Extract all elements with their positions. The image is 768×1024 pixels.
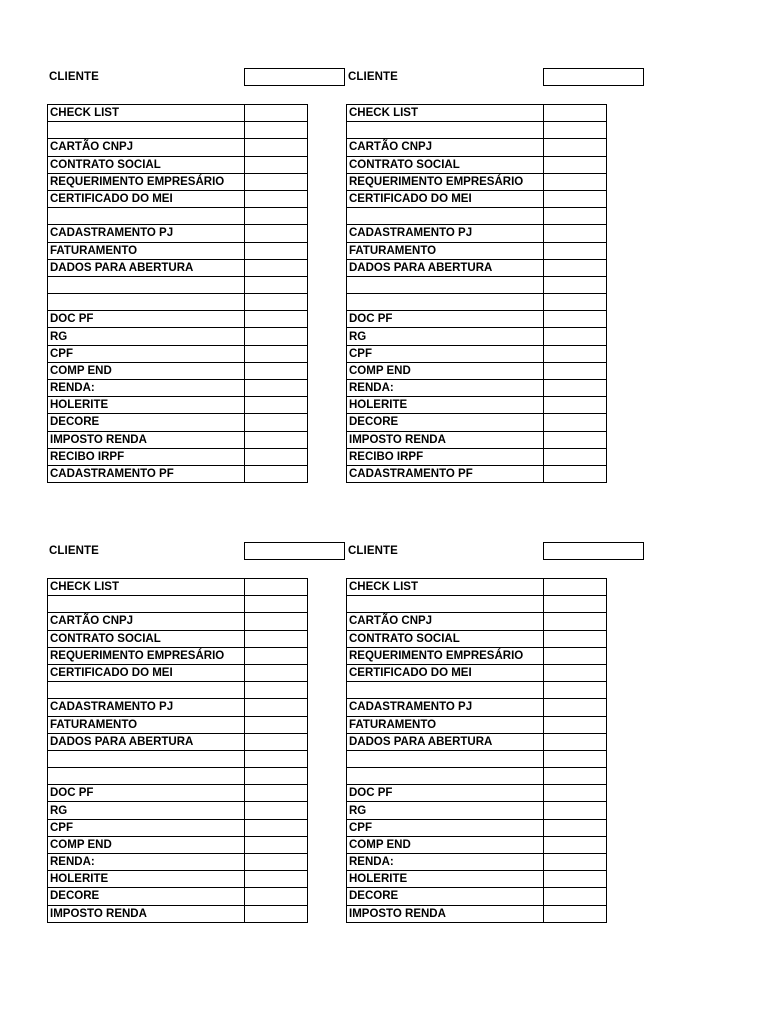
client-label: CLIENTE — [49, 71, 99, 83]
checklist-item-label: COMP END — [48, 362, 245, 379]
checklist-item-label — [347, 276, 544, 293]
checklist-item-label — [347, 768, 544, 785]
checklist-item-label: FATURAMENTO — [347, 242, 544, 259]
checklist-table — [346, 578, 607, 923]
checklist-item-label: IMPOSTO RENDA — [48, 905, 245, 922]
checklist-item-label — [48, 294, 245, 311]
checklist-row — [48, 225, 308, 242]
checklist-check-cell[interactable] — [245, 328, 308, 345]
checklist-row — [347, 699, 607, 716]
checklist-row — [347, 431, 607, 448]
checklist-item-label: IMPOSTO RENDA — [347, 431, 544, 448]
checklist-row — [48, 647, 308, 664]
checklist-item-label: CPF — [347, 819, 544, 836]
checklist-row — [347, 613, 607, 630]
checklist-check-cell[interactable] — [245, 431, 308, 448]
checklist-row — [48, 836, 308, 853]
checklist-check-cell[interactable] — [544, 345, 607, 362]
checklist-check-cell[interactable] — [245, 768, 308, 785]
checklist-row — [347, 173, 607, 190]
checklist-check-cell[interactable] — [245, 871, 308, 888]
checklist-row — [347, 579, 607, 596]
checklist-check-cell[interactable] — [544, 208, 607, 225]
checklist-check-cell[interactable] — [544, 448, 607, 465]
checklist-row — [48, 699, 308, 716]
checklist-row — [347, 664, 607, 681]
checklist-item-label: DECORE — [48, 888, 245, 905]
checklist-item-label: IMPOSTO RENDA — [347, 905, 544, 922]
checklist-item-label: CHECK LIST — [48, 105, 245, 122]
client-name-field[interactable] — [244, 68, 345, 86]
checklist-item-label — [347, 750, 544, 767]
checklist-row — [347, 414, 607, 431]
checklist-row — [48, 380, 308, 397]
checklist-check-cell[interactable] — [544, 414, 607, 431]
checklist-item-label: DOC PF — [347, 311, 544, 328]
checklist-item-label: DOC PF — [48, 311, 245, 328]
checklist-item-label — [347, 682, 544, 699]
checklist-check-cell[interactable] — [544, 647, 607, 664]
checklist-check-cell[interactable] — [245, 190, 308, 207]
checklist-item-label: FATURAMENTO — [48, 242, 245, 259]
checklist-check-cell[interactable] — [245, 750, 308, 767]
checklist-check-cell[interactable] — [544, 596, 607, 613]
checklist-item-label: RENDA: — [48, 854, 245, 871]
checklist-item-label: CARTÃO CNPJ — [347, 139, 544, 156]
checklist-item-label: CERTIFICADO DO MEI — [347, 190, 544, 207]
checklist-row — [48, 294, 308, 311]
checklist-item-label: CONTRATO SOCIAL — [347, 630, 544, 647]
checklist-row — [347, 380, 607, 397]
checklist-item-label: DECORE — [347, 414, 544, 431]
checklist-row — [48, 431, 308, 448]
checklist-item-label: CPF — [48, 819, 245, 836]
checklist-item-label: CADASTRAMENTO PF — [48, 465, 245, 482]
checklist-item-label: HOLERITE — [347, 871, 544, 888]
checklist-item-label: CPF — [347, 345, 544, 362]
checklist-check-cell[interactable] — [544, 225, 607, 242]
checklist-item-label: FATURAMENTO — [347, 716, 544, 733]
checklist-row — [48, 465, 308, 482]
checklist-row — [48, 750, 308, 767]
checklist-item-label: REQUERIMENTO EMPRESÁRIO — [48, 647, 245, 664]
checklist-check-cell[interactable] — [245, 596, 308, 613]
checklist-check-cell[interactable] — [544, 802, 607, 819]
checklist-row — [347, 328, 607, 345]
checklist-item-label — [48, 596, 245, 613]
checklist-row — [48, 888, 308, 905]
checklist-check-cell[interactable] — [245, 733, 308, 750]
checklist-row — [347, 905, 607, 922]
checklist-check-cell[interactable] — [245, 664, 308, 681]
checklist-check-cell[interactable] — [245, 836, 308, 853]
checklist-check-cell[interactable] — [245, 414, 308, 431]
checklist-item-label — [347, 596, 544, 613]
checklist-check-cell[interactable] — [245, 465, 308, 482]
checklist-item-label: CERTIFICADO DO MEI — [48, 190, 245, 207]
client-label: CLIENTE — [348, 545, 398, 557]
checklist-row — [48, 768, 308, 785]
checklist-item-label: REQUERIMENTO EMPRESÁRIO — [48, 173, 245, 190]
checklist-row — [48, 139, 308, 156]
checklist-check-cell[interactable] — [245, 854, 308, 871]
checklist-item-label — [48, 682, 245, 699]
checklist-row — [48, 854, 308, 871]
checklist-row — [48, 630, 308, 647]
checklist-check-cell[interactable] — [544, 836, 607, 853]
checklist-check-cell[interactable] — [544, 328, 607, 345]
checklist-row — [347, 156, 607, 173]
checklist-item-label: DECORE — [347, 888, 544, 905]
checklist-item-label: CHECK LIST — [48, 579, 245, 596]
checklist-item-label: RG — [48, 328, 245, 345]
checklist-row — [347, 465, 607, 482]
checklist-item-label — [347, 122, 544, 139]
checklist-row — [347, 802, 607, 819]
client-name-field[interactable] — [543, 68, 644, 86]
checklist-item-label — [347, 294, 544, 311]
checklist-row — [347, 345, 607, 362]
checklist-item-label: FATURAMENTO — [48, 716, 245, 733]
checklist-check-cell[interactable] — [544, 294, 607, 311]
checklist-check-cell[interactable] — [245, 242, 308, 259]
checklist-item-label: CADASTRAMENTO PF — [347, 465, 544, 482]
checklist-row — [48, 122, 308, 139]
checklist-row — [347, 190, 607, 207]
checklist-item-label: RG — [347, 328, 544, 345]
checklist-item-label: CADASTRAMENTO PJ — [48, 699, 245, 716]
checklist-row — [48, 682, 308, 699]
checklist-row — [347, 294, 607, 311]
checklist-item-label: DOC PF — [48, 785, 245, 802]
checklist-item-label: COMP END — [48, 836, 245, 853]
checklist-row — [347, 768, 607, 785]
checklist-item-label: CONTRATO SOCIAL — [347, 156, 544, 173]
checklist-check-cell[interactable] — [544, 716, 607, 733]
checklist-check-cell[interactable] — [245, 345, 308, 362]
checklist-item-label — [48, 768, 245, 785]
checklist-table — [47, 104, 308, 483]
checklist-row — [347, 397, 607, 414]
client-label: CLIENTE — [348, 71, 398, 83]
checklist-item-label: DADOS PARA ABERTURA — [347, 259, 544, 276]
checklist-check-cell[interactable] — [245, 139, 308, 156]
checklist-check-cell[interactable] — [245, 785, 308, 802]
checklist-check-cell[interactable] — [245, 888, 308, 905]
checklist-row — [48, 414, 308, 431]
checklist-check-cell[interactable] — [544, 854, 607, 871]
checklist-item-label: CERTIFICADO DO MEI — [347, 664, 544, 681]
checklist-check-cell[interactable] — [544, 630, 607, 647]
checklist-row — [347, 785, 607, 802]
checklist-item-label: DADOS PARA ABERTURA — [48, 259, 245, 276]
checklist-check-cell[interactable] — [544, 888, 607, 905]
checklist-check-cell[interactable] — [245, 276, 308, 293]
checklist-item-label: CARTÃO CNPJ — [347, 613, 544, 630]
checklist-check-cell[interactable] — [245, 105, 308, 122]
checklist-row — [48, 242, 308, 259]
checklist-check-cell[interactable] — [544, 242, 607, 259]
checklist-item-label: RG — [48, 802, 245, 819]
checklist-row — [347, 871, 607, 888]
checklist-check-cell[interactable] — [245, 122, 308, 139]
checklist-check-cell[interactable] — [245, 294, 308, 311]
checklist-check-cell[interactable] — [544, 785, 607, 802]
checklist-row — [48, 276, 308, 293]
checklist-row — [347, 682, 607, 699]
checklist-row — [347, 647, 607, 664]
checklist-check-cell[interactable] — [544, 397, 607, 414]
checklist-check-cell[interactable] — [544, 750, 607, 767]
checklist-check-cell[interactable] — [245, 613, 308, 630]
checklist-check-cell[interactable] — [544, 579, 607, 596]
checklist-item-label: COMP END — [347, 836, 544, 853]
client-name-field[interactable] — [244, 542, 345, 560]
client-label: CLIENTE — [49, 545, 99, 557]
checklist-row — [48, 716, 308, 733]
checklist-row — [347, 716, 607, 733]
checklist-item-label: HOLERITE — [48, 397, 245, 414]
checklist-item-label: IMPOSTO RENDA — [48, 431, 245, 448]
checklist-row — [347, 208, 607, 225]
checklist-row — [48, 613, 308, 630]
checklist-row — [347, 733, 607, 750]
checklist-item-label — [347, 208, 544, 225]
checklist-row — [347, 750, 607, 767]
checklist-item-label — [48, 122, 245, 139]
checklist-item-label — [48, 208, 245, 225]
checklist-row — [48, 448, 308, 465]
checklist-row — [347, 225, 607, 242]
checklist-row — [48, 579, 308, 596]
checklist-item-label — [48, 750, 245, 767]
checklist-item-label: CHECK LIST — [347, 579, 544, 596]
checklist-check-cell[interactable] — [544, 311, 607, 328]
checklist-item-label: CERTIFICADO DO MEI — [48, 664, 245, 681]
checklist-check-cell[interactable] — [544, 139, 607, 156]
client-row — [47, 542, 347, 562]
checklist-item-label: CPF — [48, 345, 245, 362]
checklist-item-label: RENDA: — [48, 380, 245, 397]
checklist-row — [48, 596, 308, 613]
checklist-table — [47, 578, 308, 923]
checklist-row — [48, 173, 308, 190]
checklist-row — [347, 448, 607, 465]
checklist-item-label: RECIBO IRPF — [48, 448, 245, 465]
checklist-item-label: RENDA: — [347, 854, 544, 871]
checklist-row — [48, 311, 308, 328]
checklist-item-label: RENDA: — [347, 380, 544, 397]
checklist-check-cell[interactable] — [245, 397, 308, 414]
checklist-table — [346, 104, 607, 483]
checklist-row — [48, 819, 308, 836]
checklist-check-cell[interactable] — [245, 173, 308, 190]
checklist-item-label: CONTRATO SOCIAL — [48, 156, 245, 173]
checklist-row — [347, 139, 607, 156]
checklist-check-cell[interactable] — [544, 682, 607, 699]
checklist-row — [48, 785, 308, 802]
checklist-item-label: CADASTRAMENTO PJ — [347, 699, 544, 716]
checklist-check-cell[interactable] — [544, 105, 607, 122]
checklist-check-cell[interactable] — [544, 190, 607, 207]
checklist-check-cell[interactable] — [245, 699, 308, 716]
checklist-row — [48, 664, 308, 681]
checklist-item-label: HOLERITE — [48, 871, 245, 888]
checklist-check-cell[interactable] — [544, 905, 607, 922]
checklist-check-cell[interactable] — [544, 431, 607, 448]
checklist-check-cell[interactable] — [245, 225, 308, 242]
checklist-item-label: RG — [347, 802, 544, 819]
checklist-item-label: RECIBO IRPF — [347, 448, 544, 465]
checklist-item-label: COMP END — [347, 362, 544, 379]
checklist-check-cell[interactable] — [245, 819, 308, 836]
checklist-check-cell[interactable] — [544, 465, 607, 482]
checklist-row — [48, 105, 308, 122]
checklist-row — [347, 105, 607, 122]
client-row — [47, 68, 347, 88]
checklist-row — [48, 905, 308, 922]
checklist-row — [48, 156, 308, 173]
checklist-check-cell[interactable] — [544, 819, 607, 836]
checklist-check-cell[interactable] — [245, 579, 308, 596]
client-row — [346, 68, 646, 88]
checklist-check-cell[interactable] — [544, 156, 607, 173]
checklist-item-label: DADOS PARA ABERTURA — [48, 733, 245, 750]
checklist-row — [347, 242, 607, 259]
checklist-item-label: DADOS PARA ABERTURA — [347, 733, 544, 750]
checklist-check-cell[interactable] — [544, 259, 607, 276]
checklist-check-cell[interactable] — [544, 276, 607, 293]
checklist-item-label: CARTÃO CNPJ — [48, 139, 245, 156]
checklist-check-cell[interactable] — [544, 699, 607, 716]
checklist-check-cell[interactable] — [245, 208, 308, 225]
checklist-row — [347, 276, 607, 293]
checklist-row — [347, 596, 607, 613]
checklist-item-label: HOLERITE — [347, 397, 544, 414]
client-name-field[interactable] — [543, 542, 644, 560]
checklist-check-cell[interactable] — [544, 613, 607, 630]
checklist-row — [48, 345, 308, 362]
checklist-check-cell[interactable] — [245, 802, 308, 819]
checklist-check-cell[interactable] — [544, 122, 607, 139]
checklist-check-cell[interactable] — [544, 664, 607, 681]
client-row — [346, 542, 646, 562]
checklist-check-cell[interactable] — [245, 716, 308, 733]
checklist-row — [347, 888, 607, 905]
checklist-check-cell[interactable] — [245, 448, 308, 465]
checklist-row — [347, 122, 607, 139]
checklist-check-cell[interactable] — [544, 380, 607, 397]
checklist-item-label: CADASTRAMENTO PJ — [48, 225, 245, 242]
checklist-row — [48, 190, 308, 207]
checklist-row — [347, 836, 607, 853]
checklist-item-label: CONTRATO SOCIAL — [48, 630, 245, 647]
checklist-item-label: DOC PF — [347, 785, 544, 802]
checklist-row — [48, 208, 308, 225]
checklist-row — [48, 802, 308, 819]
checklist-row — [48, 328, 308, 345]
checklist-row — [347, 259, 607, 276]
checklist-check-cell[interactable] — [544, 362, 607, 379]
checklist-check-cell[interactable] — [245, 259, 308, 276]
checklist-check-cell[interactable] — [245, 156, 308, 173]
checklist-item-label: REQUERIMENTO EMPRESÁRIO — [347, 173, 544, 190]
checklist-row — [48, 733, 308, 750]
checklist-item-label: DECORE — [48, 414, 245, 431]
checklist-row — [347, 362, 607, 379]
checklist-check-cell[interactable] — [245, 362, 308, 379]
checklist-item-label: CHECK LIST — [347, 105, 544, 122]
checklist-check-cell[interactable] — [245, 682, 308, 699]
checklist-row — [48, 871, 308, 888]
checklist-item-label: CADASTRAMENTO PJ — [347, 225, 544, 242]
checklist-row — [48, 259, 308, 276]
checklist-row — [48, 397, 308, 414]
checklist-row — [347, 311, 607, 328]
checklist-check-cell[interactable] — [544, 871, 607, 888]
checklist-row — [347, 819, 607, 836]
checklist-item-label: REQUERIMENTO EMPRESÁRIO — [347, 647, 544, 664]
checklist-check-cell[interactable] — [245, 630, 308, 647]
checklist-check-cell[interactable] — [544, 733, 607, 750]
checklist-row — [347, 854, 607, 871]
checklist-check-cell[interactable] — [544, 173, 607, 190]
checklist-check-cell[interactable] — [245, 905, 308, 922]
checklist-row — [48, 362, 308, 379]
checklist-check-cell[interactable] — [245, 311, 308, 328]
checklist-item-label — [48, 276, 245, 293]
checklist-check-cell[interactable] — [245, 380, 308, 397]
checklist-check-cell[interactable] — [245, 647, 308, 664]
checklist-check-cell[interactable] — [544, 768, 607, 785]
checklist-item-label: CARTÃO CNPJ — [48, 613, 245, 630]
checklist-row — [347, 630, 607, 647]
